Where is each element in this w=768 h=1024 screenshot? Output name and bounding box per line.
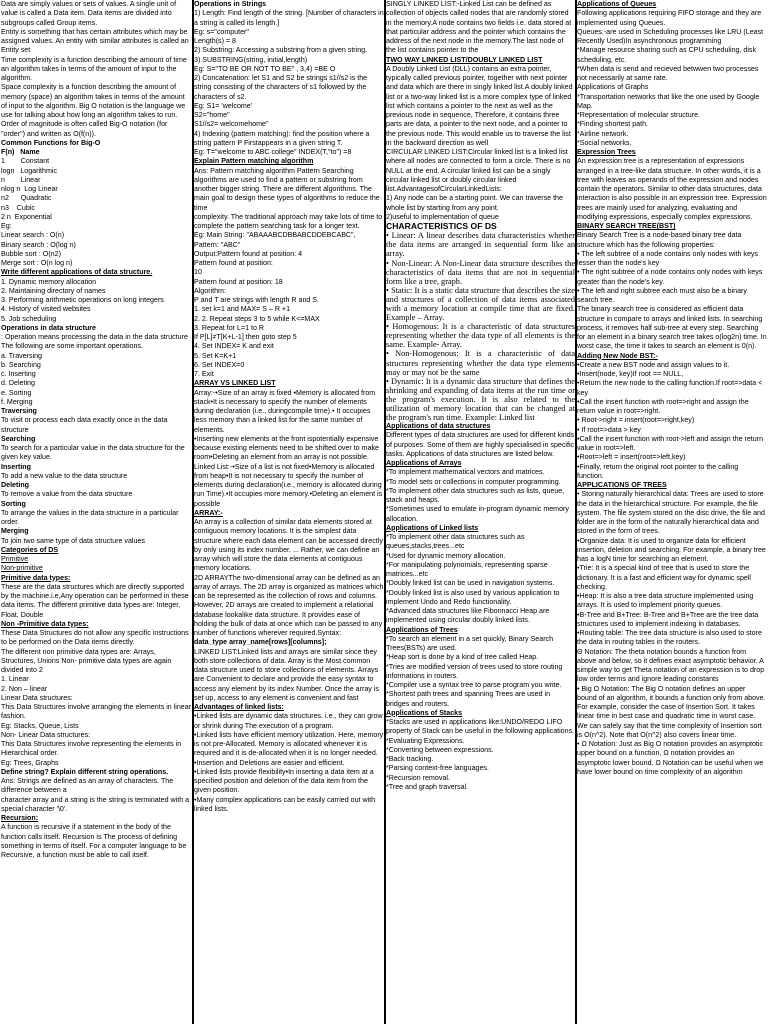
text-line: •Routing table: The tree data structure is also used to store the data in routing tables in the routers.	[577, 629, 762, 647]
text-line: This Data Structures involve arranging the elements in linear fashion.	[1, 703, 192, 721]
section-heading: Sorting	[1, 499, 26, 508]
text-line: •Linked lists are dynamic data structures. i.e., they can grow or shrink during The execution of a program.	[194, 712, 383, 730]
text-line: • Root->right = insert(root=>right,key)	[577, 416, 695, 425]
section-heading: ARRAY:-	[194, 508, 223, 517]
text-line: If P[L]≠T[K+L-1] then goto step 5	[194, 333, 297, 341]
text-line: *When data is send and recieved betwwen two processes not necessarily at same rate.	[577, 64, 759, 82]
text-line: Eg: Stacks, Queue, Lists	[1, 721, 79, 730]
text-line: *Sometimes used to emulate in-program dynamic memory allocation.	[386, 505, 569, 523]
text-line: *Airline network.	[577, 129, 629, 138]
text-line: Following applications requiring FIFO storage and they are implemented using Queues.	[577, 9, 762, 27]
text-line: Linked List:-•Size of a list is not fixed•Memory is allocated from heap•It is not necessary to specify the number of elements during declaration(i.e., memory is allocated during run Time).•It occupies more memory.•Deleting an element is possible	[194, 462, 383, 508]
text-line: These are the data structures which are directly supported by the machine.i.e,Any operation can be performed in these data items. The different primitive data types are: Integer, Float, Double	[1, 582, 189, 619]
section-heading: Traversing	[1, 407, 37, 415]
text-line: • Non-Linear: A Non-Linear data structure describes the characteristics of data items that are not in sequential form like a tree, graph.	[386, 258, 575, 286]
text-line: Merge sort : O(n log n)	[1, 259, 73, 267]
text-line: An expression tree is a representation of expressions arranged in a tree-like data structure. In other words, it is a tree with leaves as operands of the expression and nodes contain the operators. Similar to other data structures, data interaction is also possible in an expression tree. Expression trees are mainly used for analyzing, evaluating and modifying expressions, especially complex expressions.	[577, 157, 767, 221]
column-3	[385, 0, 576, 1024]
section-heading: Common Functions for Big-O	[1, 138, 101, 147]
text-line: •Heap: It is also a tree data structure implemented using arrays. It is used to implement priority queues.	[577, 592, 754, 610]
section-heading: CHARACTERISTICS OF DS	[386, 221, 497, 231]
text-line: •Organize data: It is used to organize data for efficient insertion, deletion and searching. For example, a binary tree has a logN time for searching an element.	[577, 536, 766, 563]
text-line: *To implement other data structures such as lists, queue, stack and heaps.	[386, 486, 565, 505]
text-line: •Return the new node to the calling function.If root=>data < key	[577, 379, 763, 397]
text-line: Time complexity is a function describing the amount of time an algorithm takes in terms of the amount of input to the algorithm.	[1, 55, 187, 82]
text-line: *To model sets or collections in computer programming.	[386, 477, 561, 486]
text-line: *To implement mathematical vectors and matrices.	[386, 468, 545, 477]
section-heading: data_type array_name[rows][columns];	[194, 638, 327, 647]
text-line: 5. Job scheduling	[1, 314, 57, 323]
text-line: Pattern found at position:	[194, 259, 273, 267]
text-line: logn Logarithmic	[1, 166, 57, 175]
text-line: To join two same type of data structure values	[1, 536, 145, 545]
section-heading: BINARY SEARCH TREE(BST)	[577, 222, 676, 230]
section-heading: Adding New Node BST:-	[577, 351, 658, 360]
text-line: 2 n Exponential	[1, 212, 52, 221]
text-line: *Finding shortest path.	[577, 120, 648, 129]
section-heading: Applications of Trees	[386, 625, 458, 634]
text-line: To visit or process each data exactly once in the data structure	[1, 416, 168, 434]
text-line: 4. History of visited websites	[1, 305, 91, 314]
text-line: *To implement other data structures such as queues,stacks,trees...etc	[386, 533, 525, 551]
text-line: • Big O Notation: The Big O notation defines an upper bound of an algorithm, it bounds a function only from above. For example, consider the case of Insertion Sort. It takes linear time in best case and quadratic time in worst case. We can safely say that the time complexity of Insertion sort is O(n^2). Note that O(n^2) also covers linear time.	[577, 684, 766, 739]
text-line: These Data Structures do not allow any specific instructions to be performed on the Data items directly.	[1, 629, 189, 647]
text-line: • If root=>data > key	[577, 425, 641, 434]
column-2	[193, 0, 385, 1024]
text-line: Binary Search Tree is a node-based binary tree data structure which has the following properties:	[577, 231, 742, 249]
text-line: 2D ARRAYThe two-dimensional array can be defined as an array of arrays. The 2D array is organized as matrices which can be represented as the collection of rows and columns. However, 2D arrays are created to implement a relational database lookalike data structure. It provides ease of holding the bulk of data at once which can be passed to any number of functions wherever required.Syntax:	[194, 573, 384, 637]
text-line: Entity is something that has certain attributes which may be assigned values. An entity with similar attributes is called an Entity set	[1, 27, 189, 55]
text-line: To add a new value to the data structure	[1, 471, 128, 480]
text-line: *Advanced data structures like Fibonnacci Heap are implemented using circular doubly linked lists.	[386, 607, 550, 625]
section-heading: Deleting	[1, 481, 29, 489]
text-line: *Tree and graph traversal.	[386, 782, 469, 791]
text-line: 4) Indexing (pattern matching): find the position where a string pattern P Firstappears in a given string T.	[194, 129, 370, 147]
text-line: 2)useful to implementation of queue	[386, 212, 499, 221]
section-heading: F(n) Name	[1, 148, 40, 156]
text-line: *Social networks.	[577, 138, 632, 147]
text-line: *For manipulating polynomials, representing sparse matrices...etc	[386, 560, 548, 579]
text-line: •Linked lists have efficient memory utilization. Here, memory is not pre-Allocated. Memory is allocated whenever it is required and it is de-allocated when it is no longer needed. •Insertion and Deletions are easier and efficient.	[194, 730, 384, 767]
text-line: *Compiler use a syntax tree to parse program you write.	[386, 681, 562, 690]
text-line: *Representation of molecular structure.	[577, 111, 701, 119]
text-line: Applications of Graphs	[577, 83, 649, 92]
text-line: 1 Constant	[1, 157, 50, 166]
text-line: • The left subtree of a node contains only nodes with keys lesser than the node's key	[577, 249, 758, 267]
section-heading: Applications of Queues	[577, 0, 657, 8]
text-line: Space complexity is a function describing the amount of memory (space) an algorithm takes in terms of the amount of input to the algorithm. Big O notation is the language we use for talking about how long an algorithm takes to run. Order of magnitude is often called Big-O notation (for "order") and written as O(f(n)).	[1, 83, 186, 138]
text-line: 2. Maintaining directory of names	[1, 286, 106, 295]
text-line: This Data Structures involve representing the elements in Hierarchical order.	[1, 740, 182, 758]
text-line: •Inserting new elements at the front ispotentially expensive because existing elements need to be shifted over to make room•Deleting an element from an array is not possible.	[194, 434, 379, 462]
text-line: 2) Concatenation: let S1 and S2 be strings s1//s2 is the string consisting of the characters of s1 followed by the characters of s2.	[194, 74, 368, 101]
text-line: *Evaluating Expressions.	[386, 736, 465, 745]
section-heading: APPLICATIONS OF TREES	[577, 481, 667, 489]
text-line: Pattern found at position: 18	[194, 277, 283, 286]
text-line: 10	[194, 268, 202, 277]
section-heading: Write different applications of data structure.	[1, 268, 153, 277]
text-line: 3) SUBSTRING(string, initial,length)	[194, 55, 308, 64]
text-line: Eg: Trees, Graphs	[1, 758, 59, 767]
text-line: n2 Quadratic	[1, 194, 52, 203]
text-line: Primitive	[1, 555, 29, 563]
text-line: Algorithm:	[194, 286, 226, 295]
text-line: •Root=>left = insert(root=>left,key)	[577, 453, 686, 462]
section-heading: Advantages of linked lists:	[194, 703, 284, 711]
section-heading: Operations in data structure	[1, 323, 96, 332]
text-line: To arrange the values in the data structure in a particular order.	[1, 508, 179, 526]
text-line: SINGLY LINKED LIST:-Linked List can be defined as collection of objects called nodes that are randomly stored in the memory.A node contains two fields i.e. data stored at that particular address and the pointer which contains the address of the next node in the memory.The last node of the list contains pointer to the	[386, 0, 572, 55]
text-line: Linear search : O(n)	[1, 231, 65, 240]
text-line: •Insert(node, key)If root == NULL,	[577, 370, 684, 378]
section-heading: Explain Pattern matching algorithm	[194, 157, 314, 166]
text-line: *Manage resource sharing such as CPU scheduling, disk scheduling, etc.	[577, 46, 757, 64]
text-line: b. Searching	[1, 360, 41, 369]
text-line: 1) Length: Find length of the string. [Number of characters in a string is called its length.]	[194, 9, 384, 27]
text-line: 2. 2. Repeat steps 3 to 5 while K<=MAX	[194, 314, 320, 323]
section-heading: Applications of Arrays	[386, 459, 462, 468]
text-line: Binary search : O(log n)	[1, 240, 76, 249]
column-4	[576, 0, 768, 1024]
text-line: •B-Tree and B+Tree: B-Tree and B+Tree are the tree data structures used to implement indexing in databases.	[577, 610, 759, 628]
text-line: a. Traversing	[1, 351, 43, 360]
text-line: Different types of data structures are used for different kinds of purposes. Some of them are highly specialised in specific tasks. Applications of data structures are listed below.	[386, 431, 575, 458]
text-line: 4. Set INDEX= K and exit	[194, 342, 274, 351]
text-line: LINKED LIST:Linked lists and arrays are similar since they both store collections of data. Array is the Most common data structure used to store collections of elements. Arrays are Convenient to declare and provide the easy syntax to access any element by its index Number. Once the array is set up, access to any element is convenient and fast	[194, 647, 379, 702]
text-line: 1. set k=1 and MAX= S – R +1	[194, 305, 291, 314]
text-line: n3 Cubic	[1, 203, 35, 212]
text-line: The following are some important operations.	[1, 342, 143, 351]
text-line: *Parsing context-free languages.	[386, 764, 489, 773]
text-line: 6. Set INDEX=0	[194, 360, 245, 369]
text-line: Non-primitive	[1, 564, 43, 573]
section-heading: Merging	[1, 527, 29, 536]
text-line: P and T are strings with length R and S.	[194, 296, 320, 304]
text-line: CIRCULAR LINKED LIST:Circular linked list is a linked list where all nodes are connected to form a circle. There is no NULL at the end. A circular linked list can be a singly circular linked list or doubly circular linked list.AdvantagesofCircularLinkedLists:	[386, 148, 571, 193]
text-line: Eg: Main String: "ABAAABCDBBABCDDEBCABC",	[194, 231, 356, 240]
text-line: Pattern: "ABC"	[194, 240, 241, 249]
section-heading: Operations in Strings	[194, 0, 267, 8]
text-line: Eg: S1= 'welcome'	[194, 101, 253, 110]
text-line: *Doubly linked list can be used in navigation systems.	[386, 579, 555, 588]
text-line: • The right subtree of a node contains only nodes with keys greater than the node's key.	[577, 268, 763, 286]
text-line: 7. Exit	[194, 370, 214, 378]
text-line: •Many complex applications can be easily carried out with linked lists.	[194, 795, 376, 813]
text-line: f. Merging	[1, 397, 33, 406]
text-line: •Create a new BST node and assign values to it.	[577, 360, 730, 369]
text-line: 1. Linear	[1, 675, 29, 684]
text-line: An array is a collection of similar data elements stored at contiguous memory locations. It is the simplest data structure where each data element can be accessed directly by only using its index number. ... Rather, we can define an array which will store the data elements at contiguous memory locations.	[194, 518, 383, 573]
text-line: *Stacks are used in applications like:UNDO/REDO LIFO property of Stack can be useful in the following applications.	[386, 718, 575, 736]
text-line: Eg: s="computer"	[194, 27, 249, 36]
text-line: 5. Set K=K+1	[194, 351, 237, 360]
section-heading: Applications of data structures	[386, 422, 491, 431]
text-line: 3. Performing arithmetic operations on long integers	[1, 296, 164, 304]
text-line: nlog n Log Linear	[1, 185, 58, 193]
text-line: *To search an element in a set quickly, Binary Search Trees(BSTs) are used.	[386, 634, 554, 653]
text-line: Data are simply values or sets of values. A single unit of value is called a Data item. Data items are divided into subgroups called Group items.	[1, 0, 177, 27]
text-line: 2) Substring: Accessing a substring from a given string.	[194, 46, 368, 55]
text-line: A function is recursive if a statement in the body of the function calls itself. Recursion is The process of defining something in terms of itself. For a computer language to be Recursive, a function must be able to call itself.	[1, 823, 187, 859]
text-line: • Non-Homogenous: It is a characteristic of data structures representing whether the data type elements may or may not be the same	[386, 349, 575, 377]
text-line: • Homogenous: It is a characteristic of data structures representing whether the data type of all elements is the same. Example- Array.	[386, 322, 575, 350]
text-line: Output:Pattern found at position: 4	[194, 249, 303, 258]
text-line: e. Sorting	[1, 388, 32, 397]
text-line: Ans: Pattern matching algorithm Pattern Searching algorithms are used to find a pattern or substring from another bigger string. There are different algorithms. The main goal to design these types of algorithms to reduce the time	[194, 166, 380, 212]
text-line: Bubble sort : O(n2)	[1, 249, 61, 258]
text-line: To remove a value from the data structure	[1, 490, 133, 499]
section-heading: Recursion:	[1, 814, 39, 822]
text-line: complexity. The traditional approach may take lots of time to complete the pattern searching task for a longer text.	[194, 212, 383, 230]
text-line: Linear Data structures:	[1, 693, 73, 702]
text-line: • The left and right subtree each must also be a binary search tree.	[577, 286, 747, 304]
text-line: 2. Non – linear	[1, 684, 48, 693]
text-line: Array:-•Size of an array is fixed •Memory is allocated from stack•It is necessary to specify the number of elements during declaration (i.e., duringcompile time).• It occupies less memory than a linked list for the same number of elements.	[194, 388, 376, 434]
text-line: n Linear	[1, 175, 41, 184]
section-heading: Applications of Stacks	[386, 708, 463, 717]
column-1	[0, 0, 193, 1024]
text-line: Eg:	[1, 222, 12, 230]
section-heading: Categories of DS	[1, 545, 59, 554]
section-heading: Expression Trees	[577, 148, 636, 156]
text-line: The binary search tree is considered as efficient data structure in compare to arrays and linked lists. In searching process, it removes half sub-tree at every step. Searching for an element in a binary search tree takes o(log2n) time. In worst case, the time it takes to search an element is 0(n).	[577, 305, 767, 351]
text-line: A Doubly Linked List (DLL) contains an extra pointer, typically called previous pointer, together with next pointer and data which are there in singly linked list.A doubly linked list or a two-way linked list is a more complex type of linked list which contains a pointer to the next as well as the previous node in sequence, Therefore, it contains three parts are data, a pointer to the next node, and a pointer to the previous node. This would enable us to traverse the list in the backward direction as well	[386, 64, 573, 147]
text-line: Θ Notation: The theta notation bounds a function from above and below, so it defines exact asymptotic behavior. A simple way to get Theta notation of an expression is to drop low order terms and ignore leading constants	[577, 647, 765, 684]
text-line: •Call the insert function with root->left and assign the return value in root=>left.	[577, 434, 764, 452]
text-line: : Operation means processing the data in the data structure	[1, 333, 188, 341]
text-line: •Call the insert function with root=>right and assign the return value in root=>right.	[577, 397, 749, 415]
text-line: *Shortest path trees and spanning Trees are used in bridges and routers.	[386, 690, 551, 708]
text-line: Ans: Strings are defined as an array of characters. The difference between a	[1, 777, 174, 795]
text-line: *Heap sort is done by a kind of tree called Heap.	[386, 653, 539, 662]
text-line: *Tries are modified version of trees used to store routing informations in routers.	[386, 662, 563, 680]
text-line: • Ω Notation: Just as Big O notation provides an asymptotic upper bound on a function, Ω notation provides an asymptotic lower bound. Ω Notation can be useful when we have lower bound on time complexity of an algorithm	[577, 740, 764, 776]
text-line: Queues:-are used in Scheduling processes like LRU (Least Recently Used)In asynchronous programming	[577, 27, 764, 45]
section-heading: TWO WAY LINKED LIST/DOUBLY LINKED LIST	[386, 55, 543, 64]
text-line: Non- Linear Data structures:	[1, 730, 91, 739]
text-line: S1//s2= welcomehome"	[194, 120, 269, 129]
section-heading: Applications of Linked lists	[386, 523, 479, 532]
text-line: character array and a string is the string is terminated with a special character '\0'.	[1, 795, 190, 813]
text-line: •Trie: It is a special kind of tree that is used to store the dictionary. It is a fast and efficient way for dynamic spell checking.	[577, 564, 752, 591]
text-line: The different non primitive data types are: Arrays, Structures, Unions Non- primitive data types are again divided into 2	[1, 647, 172, 674]
text-line: d. Deleting	[1, 379, 35, 388]
text-line: *Used for dynamic memory allocation.	[386, 551, 506, 560]
text-line: Eg: S="TO BE OR NOT TO BE" , 3,4) =BE O	[194, 64, 336, 73]
text-line: *Converting between expressions.	[386, 745, 494, 754]
text-line: 1. Dynamic memory allocation	[1, 277, 97, 286]
text-line: Eg: T="welcome to ABC college" INDEX(T,"to") =8	[194, 148, 352, 156]
text-line: • Dynamic: It is a dynamic data structure that defines the shrinking and expanding of data items at the run time or the program's execution. It is also related to the utilization of memory location that can be changed at the program's run time. Example: Linked list	[386, 376, 575, 423]
text-line: 3. Repeat for L=1 to R	[194, 323, 264, 332]
text-line: *Back tracking.	[386, 755, 434, 764]
section-heading: ARRAY VS LINKED LIST	[194, 379, 276, 388]
section-heading: Define string? Explain different string operations.	[1, 767, 169, 776]
text-line: c. Inserting	[1, 370, 36, 378]
section-heading: Non -Primitive data types:	[1, 619, 89, 628]
text-line: S2="home"	[194, 111, 230, 119]
section-heading: Primitive data types:	[1, 573, 71, 582]
text-line: • Linear: A linear describes data characteristics whether the data items are arranged in sequential form like an array.	[386, 231, 575, 259]
text-line: 1) Any node can be a starting point. We can traverse the whole list by starting from any point.	[386, 194, 563, 212]
text-line: • Static: It is a static data structure that describes the size and structures of a collection of data items associated with a memory location at compile time that are fixed. Example – Array.	[386, 285, 575, 323]
section-heading: Inserting	[1, 462, 31, 471]
text-line: To search for a particular value in the data structure for the given key value.	[1, 444, 185, 462]
text-line: •Finally, return the original root pointer to the calling function.	[577, 462, 739, 480]
text-line: • Storing naturally hierarchical data: Trees are used to store the data in the hierarchical structure. For example, the file system. The file system stored on the disc drive, the file and folder are in the form of the naturally hierarchical data and stored in the form of trees.	[577, 490, 765, 536]
text-line: Length(s) = 8	[194, 37, 236, 45]
text-line: *Doubly linked list is also used by various application to implement Undo and Redo functionality.	[386, 588, 560, 606]
text-line: *Transportation networks that like the one used by Google Map.	[577, 92, 760, 110]
text-line: •Linked lists provide flexibility•In inserting a data item at a specified position and deletion of the data item from the given position.	[194, 767, 374, 795]
text-line: *Recursion removal.	[386, 773, 450, 782]
section-heading: Searching	[1, 434, 36, 443]
